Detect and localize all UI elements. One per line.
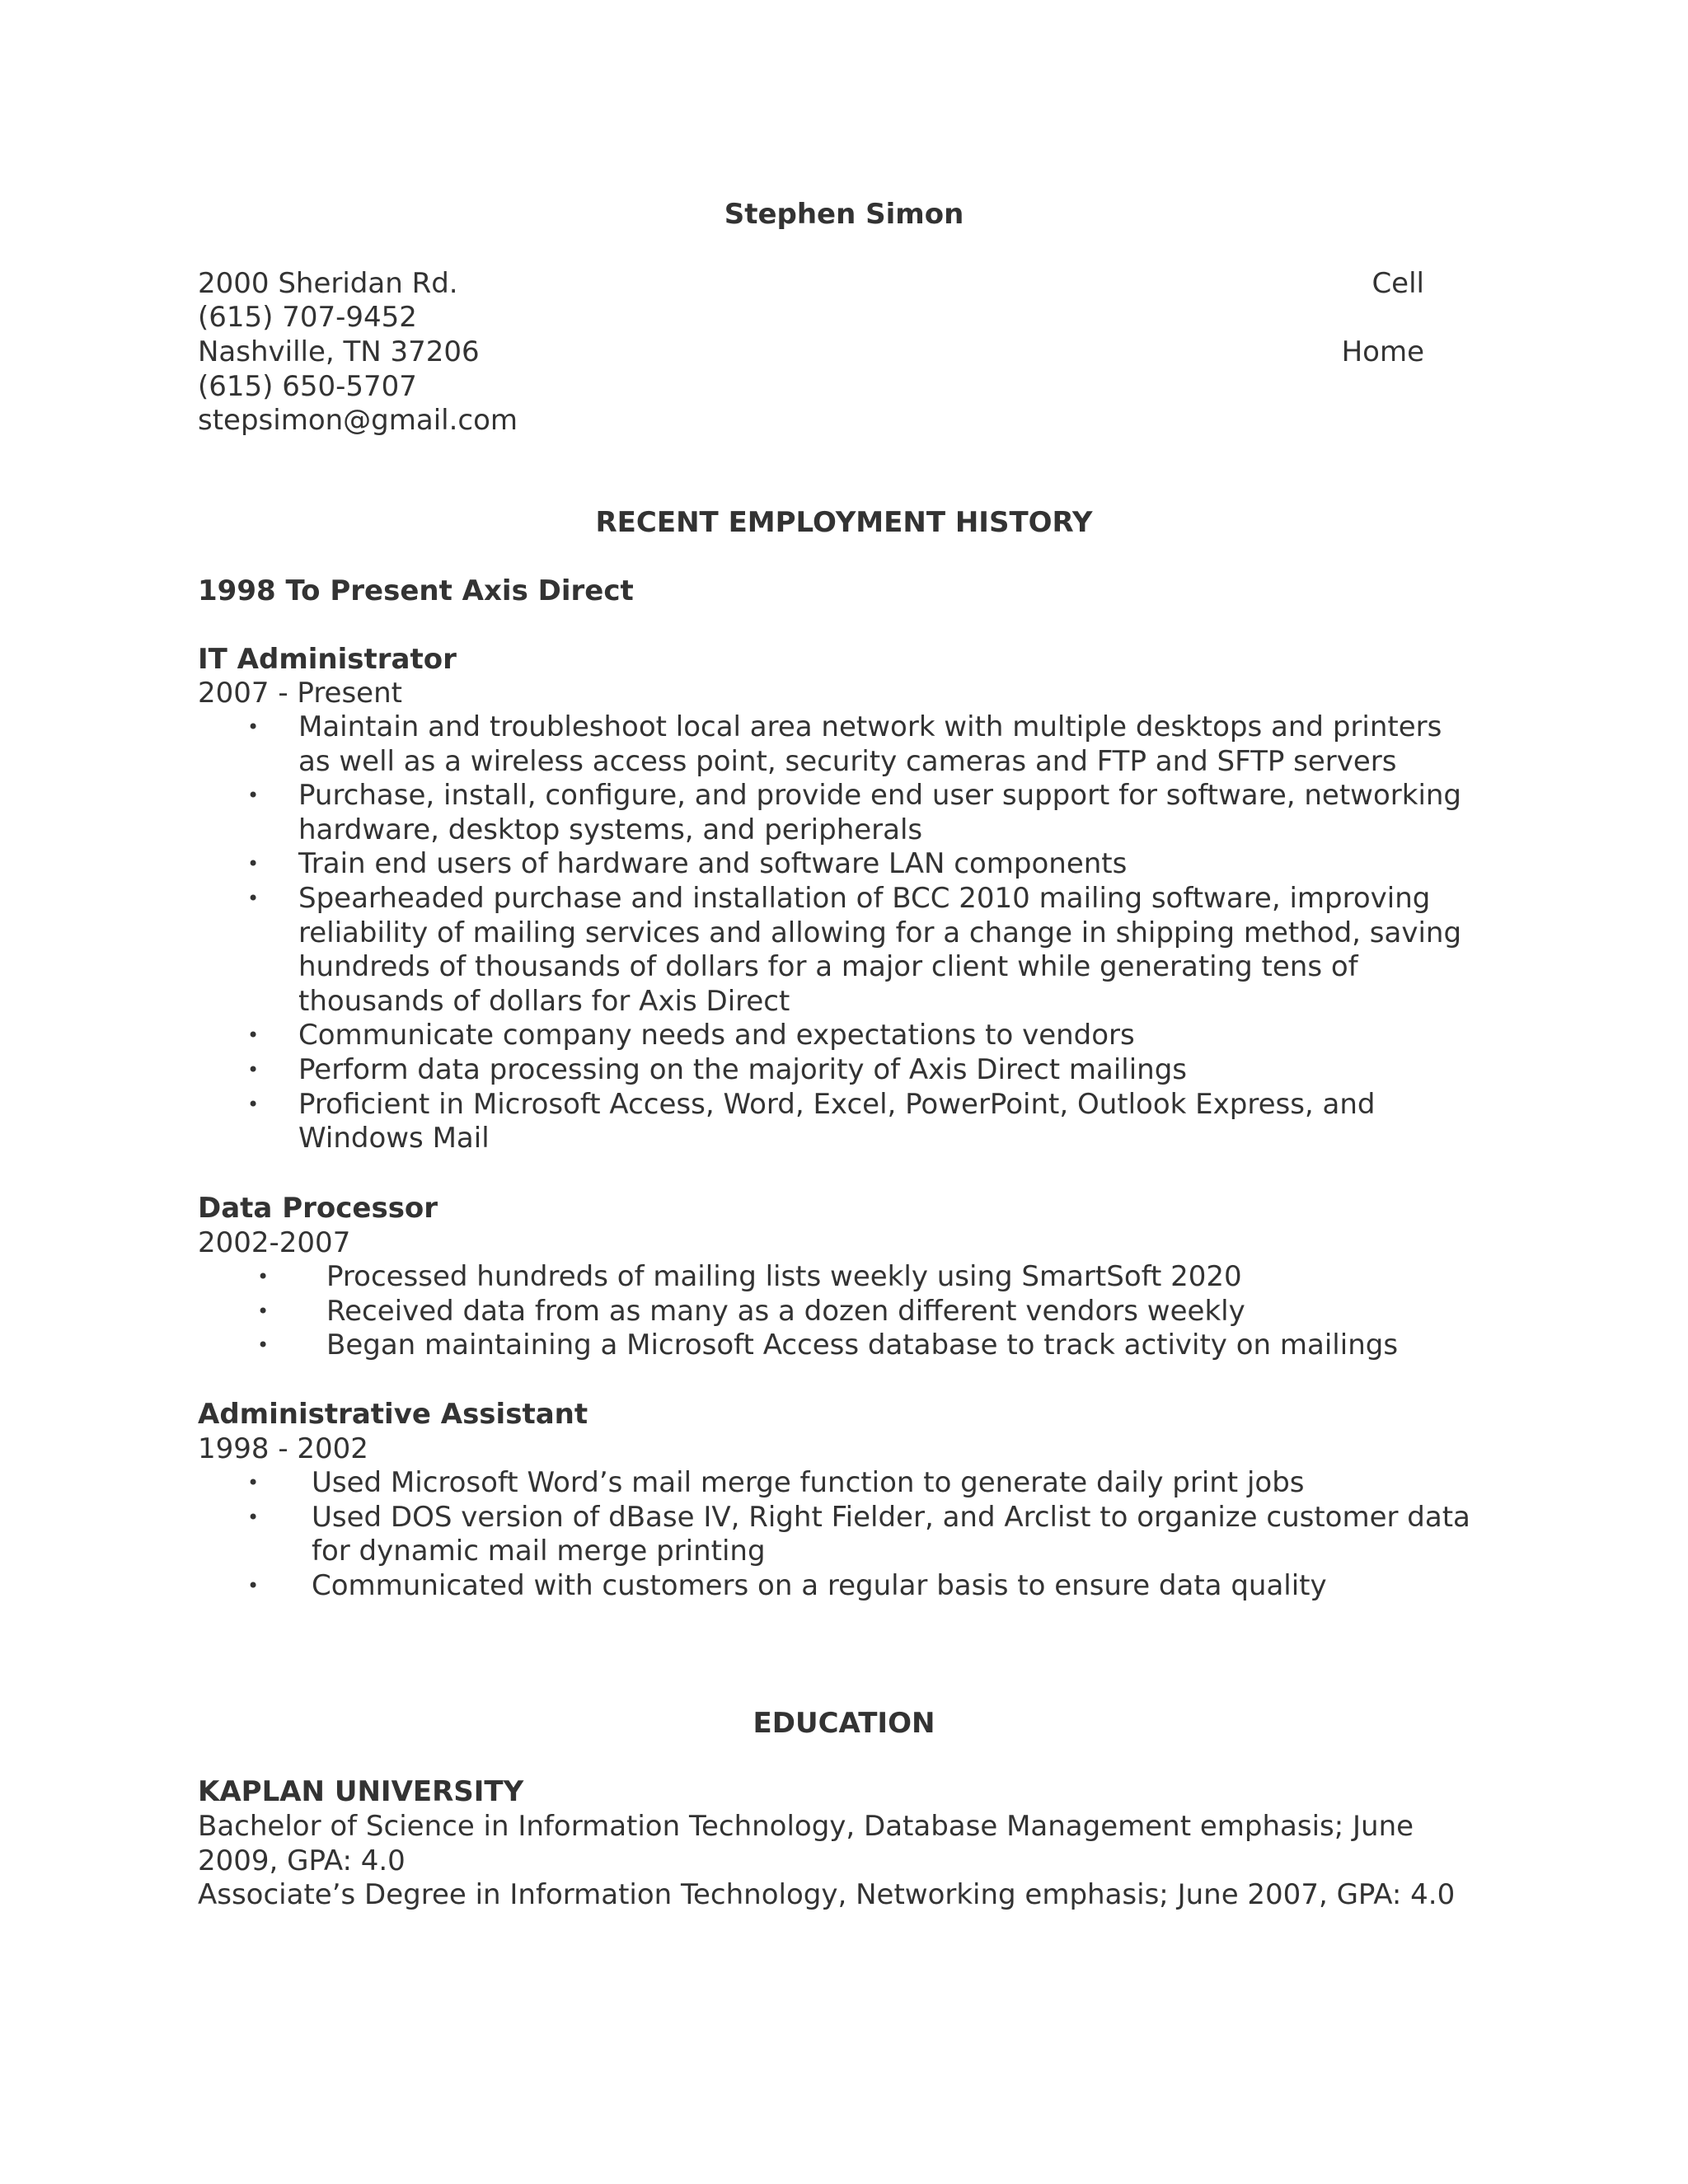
degree-bs-line-2: 2009, GPA: 4.0 [198,1844,406,1877]
bullet-text: Used DOS version of dBase IV, Right Fielder, and Arclist to organize customer data for dynamic mail merge printing [312,1500,1470,1568]
job-title-administrative-assistant: Administrative Assistant [198,1398,588,1431]
bullet-text: Communicated with customers on a regular basis to ensure data quality [312,1568,1327,1602]
home-phone: (615) 650-5707 [198,370,417,403]
bullet-text: Train end users of hardware and software LAN components [298,847,1128,881]
bullet-text: Proficient in Microsoft Access, Word, Excel, PowerPoint, Outlook Express, and Windows Mail [298,1087,1376,1155]
bullet-icon: • [257,1299,270,1323]
resume-name: Stephen Simon [724,198,964,231]
bullet-icon: • [247,784,260,808]
list-item [257,1260,1464,1295]
job-dates-administrative-assistant: 1998 - 2002 [198,1432,368,1465]
address-line-1: 2000 Sheridan Rd. [198,267,458,300]
bullet-text: Purchase, install, configure, and provide end user support for software, networking hardware, desktop systems, and peripherals [298,779,1462,846]
list-item [247,1466,1474,1501]
bullet-list-data-processor [257,1260,1464,1363]
list-item [247,1087,1469,1156]
bullet-icon: • [247,1573,260,1597]
bullet-icon: • [247,1092,260,1116]
cell-phone: (615) 707-9452 [198,301,417,334]
home-label: Home [1341,335,1424,368]
bullet-text: Used Microsoft Word’s mail merge function to generate daily print jobs [312,1466,1305,1499]
bullet-text: Communicate company needs and expectations to vendors [298,1019,1135,1052]
list-item [247,1019,1469,1053]
bullet-icon: • [247,1505,260,1529]
list-item [257,1294,1464,1329]
address-line-2: Nashville, TN 37206 [198,335,480,368]
bullet-icon: • [247,1024,260,1047]
bullet-text: Began maintaining a Microsoft Access database to track activity on mailings [326,1329,1399,1362]
degree-as: Associate’s Degree in Information Technology, Networking emphasis; June 2007, GPA: 4.0 [198,1878,1456,1911]
job-dates-it-administrator: 2007 - Present [198,677,402,710]
list-item [247,1052,1469,1088]
cell-label: Cell [1372,267,1424,300]
bullet-icon: • [247,886,260,910]
bullet-text: Maintain and troubleshoot local area network with multiple desktops and printers as well as a wireless access point, security cameras and FTP and SFTP servers [298,710,1442,778]
bullet-text: Received data from as many as a dozen different vendors weekly [326,1294,1245,1328]
bullet-icon: • [257,1333,270,1357]
list-item [257,1329,1464,1363]
school-name: KAPLAN UNIVERSITY [198,1775,524,1808]
bullet-icon: • [247,715,260,738]
bullet-text: Perform data processing on the majority of Axis Direct mailings [298,1052,1188,1086]
education-section-title: EDUCATION [753,1707,935,1740]
bullet-icon: • [257,1265,270,1288]
bullet-icon: • [247,1057,260,1081]
list-item [247,779,1469,847]
list-item [247,847,1469,882]
bullet-icon: • [247,852,260,876]
email-address: stepsimon@gmail.com [198,404,518,437]
job-title-data-processor: Data Processor [198,1192,438,1225]
degree-bs-line-1: Bachelor of Science in Information Technology, Database Management emphasis; June [198,1810,1414,1843]
bullet-icon: • [247,1471,260,1494]
list-item [247,1568,1474,1604]
list-item [247,881,1469,1019]
employment-section-title: RECENT EMPLOYMENT HISTORY [595,506,1093,539]
bullet-text: Processed hundreds of mailing lists weekly using SmartSoft 2020 [326,1260,1242,1293]
employer-line: 1998 To Present Axis Direct [198,574,634,607]
bullet-list-administrative-assistant [247,1466,1474,1603]
list-item [247,1500,1474,1569]
bullet-list-it-administrator [247,710,1469,1156]
bullet-text: Spearheaded purchase and installation of BCC 2010 mailing software, improving reliability of mailing services and allowing for a change in shipping method, saving hundreds of thousands of dollars for a major client while generating tens of thousands of dollars for Axis Direct [298,881,1462,1018]
job-title-it-administrator: IT Administrator [198,643,457,676]
list-item [247,710,1469,779]
job-dates-data-processor: 2002-2007 [198,1226,351,1259]
